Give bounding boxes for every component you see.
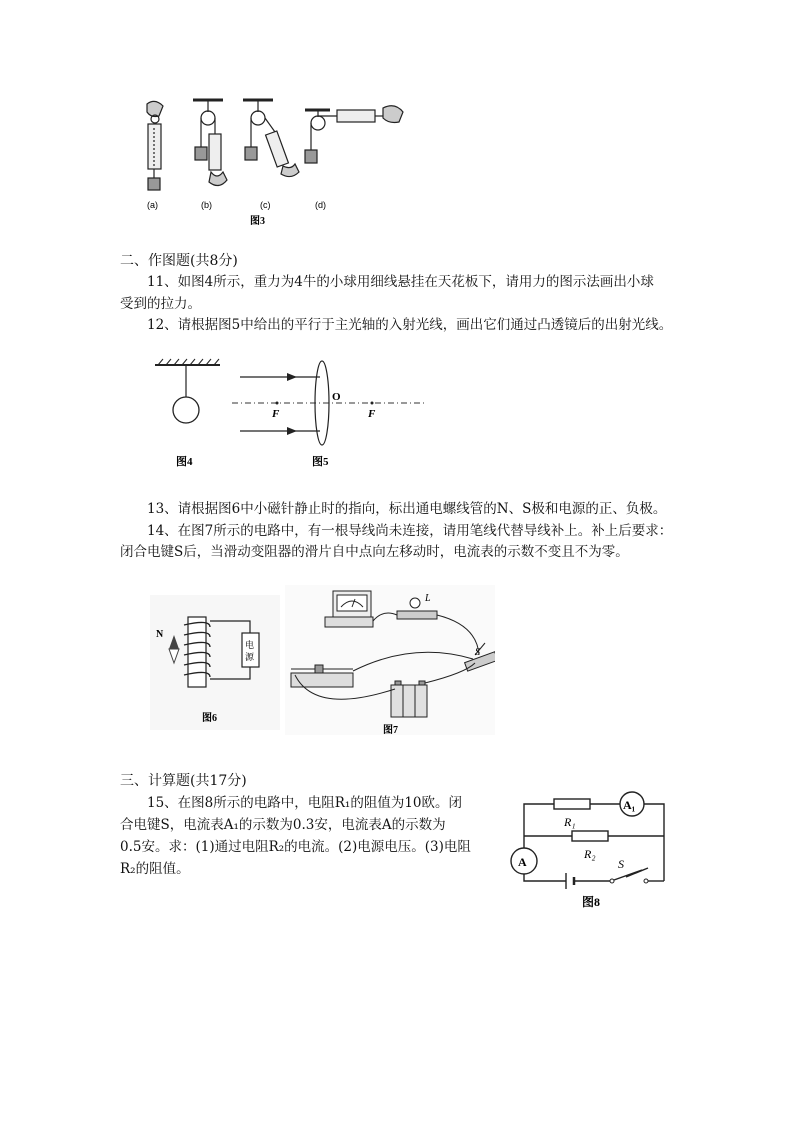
question-14-line1: 14、在图7所示的电路中，有一根导线尚未连接，请用笔线代替导线补上。补上后要求： (147, 523, 673, 539)
fig3-label-c: (c) (260, 200, 271, 210)
fig3-label-b: (b) (201, 200, 212, 210)
a1-label: A₁ (623, 798, 636, 812)
figure-8 (508, 788, 678, 913)
figure-3 (125, 92, 415, 232)
optical-center-label: O (332, 391, 341, 403)
figure-7-drawing (285, 585, 495, 735)
section-2-heading: 二、作图题(共8分) (120, 253, 238, 269)
fig3-caption: 图3 (250, 216, 265, 227)
figure-5 (232, 355, 432, 475)
figure-6-drawing (150, 595, 280, 730)
question-12: 12、请根据图5中给出的平行于主光轴的入射光线，画出它们通过凸透镜后的出射光线。 (147, 317, 673, 333)
question-14-line2: 闭合电键S后，当滑动变阻器的滑片自中点向左移动时，电流表的示数不变且不为零。 (120, 544, 629, 560)
question-11-line2: 受到的拉力。 (120, 296, 201, 312)
source-label-2: 源 (245, 652, 255, 662)
question-15-line4: R₂的阻值。 (120, 861, 190, 877)
question-15-line2: 合电键S，电流表A₁的示数为0.3安，电流表A的示数为 (120, 817, 446, 833)
switch-label: S (475, 647, 480, 658)
needle-n-label: N (156, 629, 164, 640)
r1-label: R₁ (564, 815, 576, 829)
fig8-caption: 图8 (582, 895, 601, 909)
fig3-label-d: (d) (315, 200, 326, 210)
resistor-r1 (554, 799, 590, 809)
question-13: 13、请根据图6中小磁针静止时的指向，标出通电螺线管的N、S极和电源的正、负极。 (147, 501, 667, 517)
question-15-line1: 15、在图8所示的电路中，电阻R₁的阻值为10欧。闭 (147, 795, 463, 811)
fig3-b (193, 100, 227, 186)
fig3-label-a: (a) (147, 200, 158, 210)
fig4-caption: 图4 (176, 456, 193, 468)
fig3-c (243, 100, 299, 177)
focus-right-label: F (368, 408, 376, 420)
fig5-caption: 图5 (312, 456, 329, 468)
fig3-d (305, 106, 403, 163)
fig3-a (147, 101, 163, 190)
figure-4 (150, 355, 230, 475)
source-label-1: 电 (245, 640, 255, 650)
s-label: S (618, 857, 624, 871)
battery (391, 681, 427, 717)
figure-3-drawing (125, 92, 415, 232)
switch-blade (614, 870, 642, 880)
figure-5-drawing (232, 355, 432, 475)
figure-6 (150, 595, 280, 730)
ball (173, 397, 199, 423)
question-15-line3: 0.5安。求：(1)通过电阻R₂的电流。(2)电源电压。(3)电阻 (120, 839, 471, 855)
fig6-caption: 图6 (202, 713, 217, 724)
figure-8-circuit (508, 788, 678, 913)
section-3-heading: 三、计算题(共17分) (120, 773, 247, 789)
figure-4-drawing (150, 355, 230, 475)
a-label: A (518, 855, 527, 869)
resistor-r2 (572, 831, 608, 841)
figure-7 (285, 585, 495, 735)
question-11-line1: 11、如图4所示，重力为4牛的小球用细线悬挂在天花板下，请用力的图示法画出小球 (147, 274, 654, 290)
focus-left-label: F (272, 408, 280, 420)
fig7-caption: 图7 (383, 725, 398, 735)
lamp-label: L (425, 593, 431, 604)
r2-label: R₂ (584, 847, 596, 861)
